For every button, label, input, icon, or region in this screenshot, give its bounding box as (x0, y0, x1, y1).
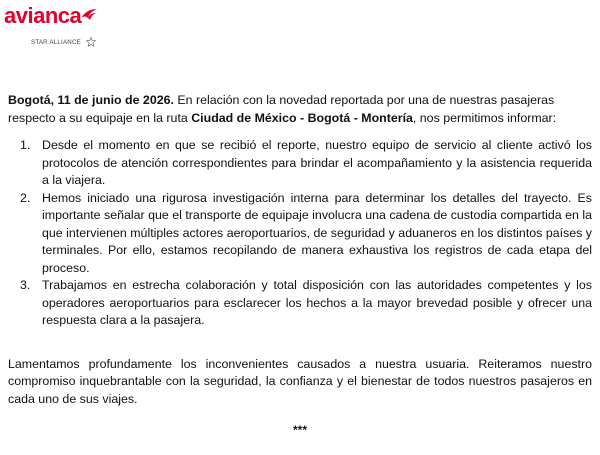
letter-intro (8, 92, 592, 127)
list-item-text: Trabajamos en estrecha colaboración y total disposición con las autoridades competentes y los operadores aeroportuarios para esclarecer los hechos a la mayor brevedad posible y ofrecer una respuesta clara a la pasajera. (42, 278, 592, 327)
intro-end: , nos permitimos informar: (412, 110, 557, 125)
avianca-logo (0, 0, 110, 52)
star-alliance-icon (86, 37, 96, 47)
route-name: Ciudad de México - Bogotá - Montería (191, 110, 413, 125)
statement-list (8, 137, 592, 330)
list-item (8, 137, 592, 190)
closing-paragraph: Lamentamos profundamente los inconvenientes causados a nuestra usuaria. Reiteramos nuestro compromiso inquebrantable con la seguridad, la confianza y el bienestar de todos nuestros pasajeros en cada uno de sus viajes. (8, 356, 592, 406)
end-separator: *** (292, 423, 307, 437)
letter-body (8, 92, 592, 440)
list-item-number: 2. (20, 190, 31, 205)
list-item (8, 277, 592, 330)
list-item (8, 190, 592, 278)
intro-text: En relación con la novedad reportada por una de nuestras pasajeras respecto a su equipaje en la ruta (8, 93, 555, 125)
list-item-number: 1. (20, 138, 31, 152)
list-item-text: Desde el momento en que se recibió el reporte, nuestro equipo de servicio al cliente activó los protocolos de atención correspondientes para brindar el acompañamiento y la asistencia requerida a la viajera. (42, 138, 592, 187)
bird-icon (80, 8, 98, 22)
star-alliance-label: STAR ALLIANCE (31, 39, 81, 46)
list-item-number: 3. (20, 278, 31, 292)
letter-date: Bogotá, 11 de junio de 2026. (8, 93, 174, 107)
logo-wordmark: avianca (4, 3, 82, 28)
list-item-text: Hemos iniciado una rigurosa investigación interna para determinar los detalles del trayecto. Es importante señalar que el transporte de equipaje involucra una cadena de custodia compartida en la que intervienen múltiples actores aeroportuarios, de seguridad y aduaneros en los distintos países y terminales. Por ello, estamos recopilando de manera exhaustiva los registros de cada etapa del proceso. (42, 190, 592, 275)
